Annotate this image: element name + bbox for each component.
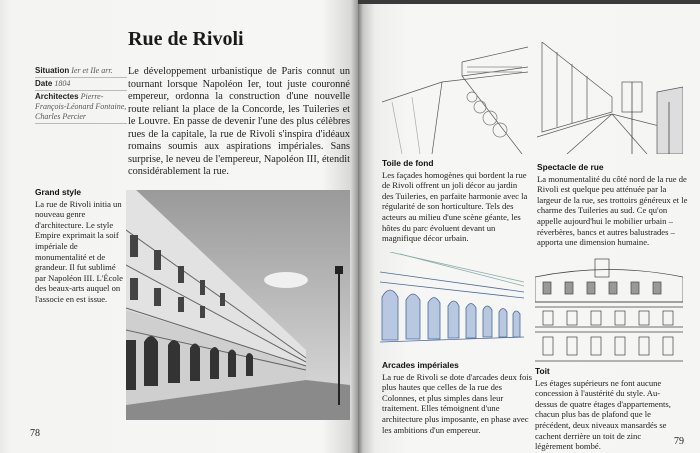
page-number-right: 79 <box>674 436 684 447</box>
meta-architects: Architectes Pierre-François-Léonard Fontaine, Charles Percier <box>35 92 127 124</box>
street-photo <box>126 190 350 420</box>
info-box <box>35 66 127 125</box>
sketch-street-scene <box>537 42 683 154</box>
sidebar-text: La rue de Rivoli initia un nouveau genre d'architecture. Le style Empire exprimait la soif impériale de monumentalité et de grandeur. Il fut sublimé par Napoléon III. L'École des beaux-arts auquel on l'associe en est issue. <box>35 198 123 304</box>
caption-toile-de-fond: Toile de fond Les façades homogènes qui bordent la rue de Rivoli offrent un joli décor au jardin des Tuileries, en parfaite harmonie avec la régularité de son horticulture. Tels des acteurs au milieu d'une scène géante, les hôtes du parc évoluent devant un magnifique décor urbain. <box>382 158 528 244</box>
right-page <box>358 4 700 453</box>
intro-paragraph: Le développement urbanistique de Paris connut un tournant lorsque Napoléon Ier, tout juste couronné empereur, ordonna la construction d'une nouvelle route reliant la place de la Concorde, les Tuileries et le Louvre. En passe de devenir l'une des plus célèbres rues de la capitale, la rue de Rivoli s'inspira d'idéaux romains soumis aux aspirations impériales. Sans surprise, le neveu de l'empereur, Napoléon III, étendit considérablement la rue. <box>128 66 350 177</box>
sketch-arcades <box>380 252 524 348</box>
sketch-roof <box>535 257 683 362</box>
caption-toit: Toit Les étages supérieurs ne font aucune concession à l'austérité du style. Au-dessus de quatre étages d'appartements, chacun plus bas de plafond que le précédent, deux niveaux mansardés se cachent derrière un toit de zinc légèrement bombé. <box>535 366 671 452</box>
sketch-backdrop <box>382 42 528 154</box>
page-number-left: 78 <box>30 428 40 439</box>
sidebar-heading: Grand style <box>35 187 82 197</box>
page-title: Rue de Rivoli <box>128 28 244 50</box>
meta-date: Date 1804 <box>35 79 127 91</box>
caption-arcades-imperiales: Arcades impériales La rue de Rivoli se dote d'arcades deux fois plus hautes que celles de la rue des Colonnes, et plus simples dans leur traitement. Elles témoignent d'une architecture plus imposante, en phase avec les ambitions d'un empereur. <box>382 360 532 435</box>
caption-spectacle-de-rue: Spectacle de rue La monumentalité du côté nord de la rue de Rivoli est quelque peu atténuée par la largeur de la rue, ses trottoirs généreux et le charme des Tuileries au sud. Ce qu'on appelle aujourd'hui le mobilier urbain – réverbères, bancs et autres balustrades – apporta une dimension humaine. <box>537 162 688 248</box>
sidebar-grand-style <box>35 187 125 305</box>
meta-situation: Situation Ier et IIe arr. <box>35 66 127 78</box>
